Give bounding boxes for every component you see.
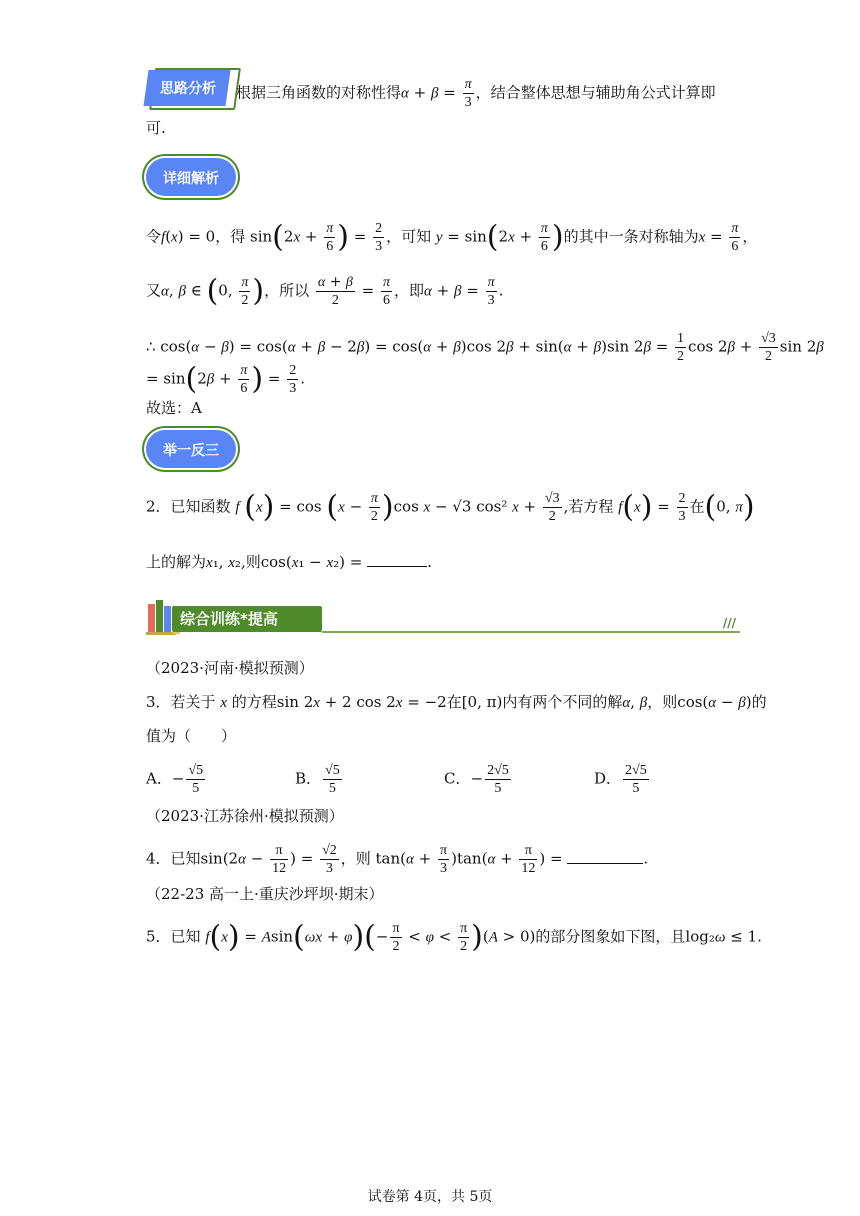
question-5-source: （22-23 高一上·重庆沙坪坝·期末）	[146, 885, 384, 903]
question-2-line-1: 2．已知函数 f (x) = cos (x − $\frac{\pi}{2}$ )cos x − √3 cos² x + $\frac{√3}{2}$ ,若方程 f(x) = $\frac{2}{3}$ 在(0, π)	[146, 489, 755, 525]
detail-badge	[146, 158, 236, 196]
section-slashes: ///	[722, 616, 736, 630]
analysis-badge-label: 思路分析	[160, 81, 216, 97]
detail-line-4: = sin(2β + $\frac{\pi}{6}$ ) = $\frac{2}{3}$ .	[146, 361, 305, 397]
detail-line-3: ∴ cos(α − β) = cos(α + β − 2β) = cos(α + β)cos 2β + sin(α + β)sin 2β = $\frac{1}{2}$ cos 2β + $\frac{√3}{2}$ sin 2β	[146, 331, 824, 364]
question-3-source: （2023·河南·模拟预测）	[146, 659, 314, 677]
question-5-line: 5．已知 f(x) = Asin(ωx + φ)(− $\frac{\pi}{2}$ < φ < $\frac{\pi}{2}$ )(A > 0)的部分图象如下图，且log₂ω ≤ 1.	[146, 919, 762, 955]
detail-answer: 故选：A	[146, 399, 202, 417]
question-4-line: 4．已知sin(2α − $\frac{\pi}{12}$ ) = $\frac{√2}{3}$ ，则 tan(α + $\frac{\pi}{3}$ )tan(α + $\frac{\pi}{12}$ ) = .	[146, 843, 649, 876]
analysis-badge	[146, 68, 234, 108]
question-4-source: （2023·江苏徐州·模拟预测）	[146, 807, 344, 825]
practice-badge-label: 举一反三	[163, 443, 219, 459]
section-banner	[146, 598, 740, 638]
option-a[interactable]: A．− $\frac{√5}{5}$	[146, 763, 204, 796]
detail-badge-label: 详细解析	[163, 171, 219, 187]
option-b[interactable]: B． $\frac{√5}{5}$	[295, 763, 340, 796]
section-title: 综合训练*提高	[180, 610, 278, 628]
option-c[interactable]: C．− $\frac{2√5}{5}$	[444, 763, 509, 796]
option-d[interactable]: D． $\frac{2√5}{5}$	[594, 763, 647, 796]
question-3-line-2: 值为（ ）	[146, 727, 237, 745]
page-footer: 试卷第 4页，共 5页	[367, 1189, 493, 1205]
detail-line-2: 又α, β ∈ (0, $\frac{\pi}{2}$ )，所以 $\frac{\alpha + \beta}{2}$ = $\frac{\pi}{6}$ ，即α + β = $\frac{\pi}{3}$ .	[146, 273, 504, 309]
detail-line-1: 令f(x) = 0，得 sin(2x + $\frac{\pi}{6}$ ) = $\frac{2}{3}$ ，可知 y = sin(2x + $\frac{\pi}{6}$ )的其中一条对称轴为x = $\frac{\pi}{6}$ ，	[146, 219, 758, 255]
question-2-line-2: 上的解为x₁, x₂,则cos(x₁ − x₂) = .	[146, 553, 432, 571]
practice-badge	[146, 430, 236, 468]
analysis-text: 根据三角函数的对称性得α + β = $\frac{\pi}{3}$ ，结合整体思想与辅助角公式计算即	[236, 77, 716, 110]
question-3-line-1: 3．若关于 x 的方程sin 2x + 2 cos 2x = −2在[0, π)内有两个不同的解α, β，则cos(α − β)的	[146, 693, 767, 711]
analysis-continuation: 可.	[146, 119, 166, 137]
